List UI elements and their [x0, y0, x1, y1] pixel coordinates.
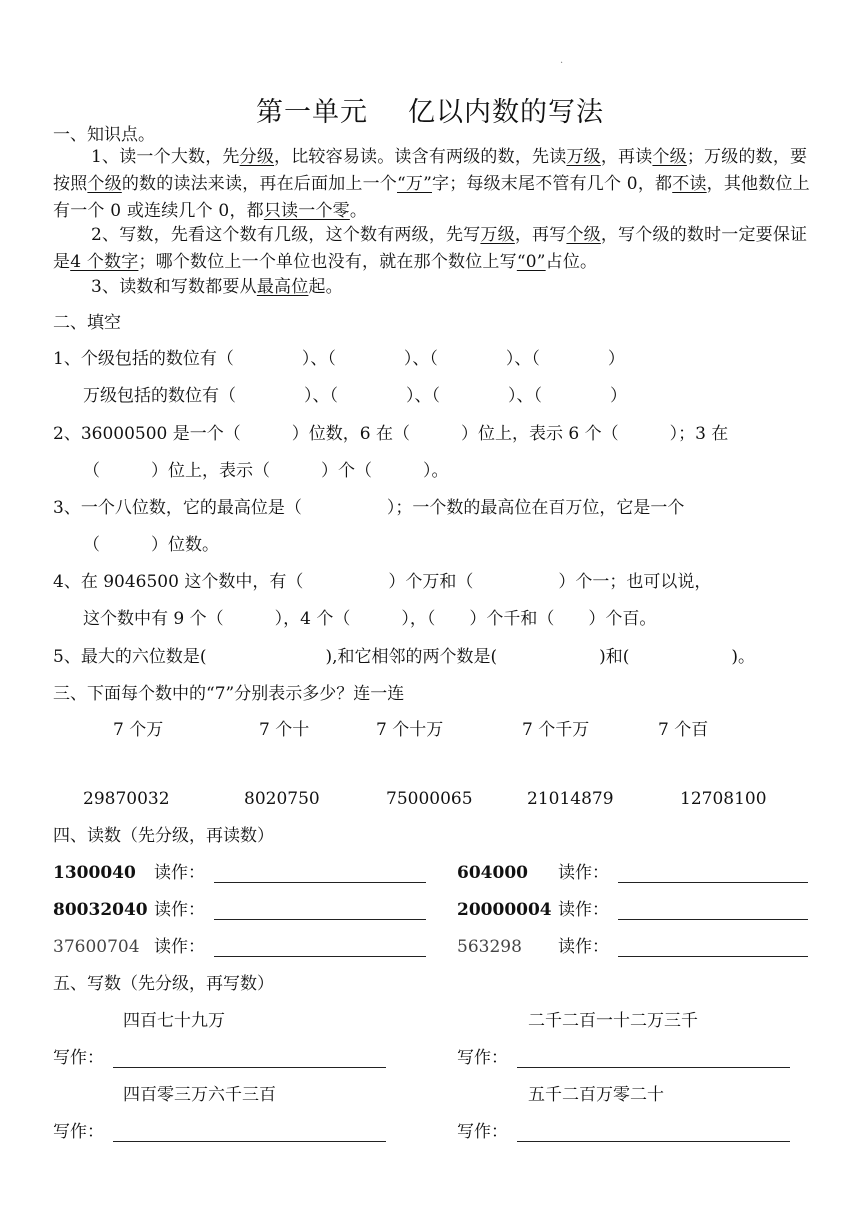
match-top-1: 7 个万	[113, 720, 164, 740]
match-bottom-3: 75000065	[386, 789, 473, 809]
write-prompt: 五千二百万零二十	[528, 1085, 664, 1105]
answer-line[interactable]	[517, 1125, 790, 1142]
read-label: 读作：	[558, 937, 609, 957]
text-run: 2、写数，先看这个数有几级，这个数有两级，先写	[91, 225, 481, 245]
match-top-3: 7 个十万	[376, 720, 444, 740]
underlined-term: 分级	[239, 147, 275, 167]
text-run: 1、读一个大数，先	[91, 147, 240, 167]
answer-line[interactable]	[618, 940, 808, 957]
read-number: 563298	[457, 937, 522, 957]
text-run: 的数的读法来读，再在后面加上一个	[121, 174, 398, 194]
underlined-term: 万级	[480, 225, 515, 245]
read-label: 读作：	[558, 900, 609, 920]
section3-heading: 三、下面每个数中的“7”分别表示多少？连一连	[53, 684, 405, 704]
answer-line[interactable]	[618, 866, 808, 883]
match-bottom-2: 8020750	[244, 789, 320, 809]
read-label: 读作：	[558, 863, 609, 883]
read-number: 37600704	[53, 937, 140, 957]
match-top-4: 7 个千万	[522, 720, 590, 740]
text-run: ，其他数位上有一个 0 或连续几个 0，都	[53, 174, 810, 221]
match-bottom-1: 29870032	[83, 789, 170, 809]
write-label: 写作：	[53, 1048, 104, 1068]
section4-heading: 四、读数（先分级，再读数）	[53, 826, 274, 846]
match-bottom-4: 21014879	[527, 789, 614, 809]
knowledge-point-2	[53, 222, 813, 276]
match-top-5: 7 个百	[658, 720, 709, 740]
underlined-term: “0”	[516, 252, 546, 272]
fill-q4b: 这个数中有 9 个（ ），4 个（ ），（ ）个千和（ ）个百。	[83, 609, 657, 629]
read-label: 读作：	[154, 937, 205, 957]
read-number: 80032040	[53, 900, 148, 920]
write-label: 写作：	[53, 1122, 104, 1142]
knowledge-point-1	[53, 144, 813, 225]
answer-line[interactable]	[618, 903, 808, 920]
answer-line[interactable]	[214, 866, 426, 883]
underlined-term: 个级	[87, 174, 122, 194]
answer-line[interactable]	[113, 1051, 386, 1068]
write-label: 写作：	[457, 1122, 508, 1142]
fill-q4a: 4、在 9046500 这个数中，有（ ）个万和（ ）个一；也可以说，	[53, 572, 712, 592]
fill-q3b: （ ）位数。	[83, 535, 219, 555]
fill-q5: 5、最大的六位数是( ),和它相邻的两个数是( )和( )。	[53, 647, 756, 667]
underlined-term: 4 个数字	[70, 252, 139, 272]
read-label: 读作：	[154, 863, 205, 883]
answer-line[interactable]	[214, 940, 426, 957]
fill-q1b: 万级包括的数位有（ ）、（ ）、（ ）、（ ）	[83, 386, 627, 406]
text-run: 。	[349, 201, 368, 221]
answer-line[interactable]	[214, 903, 426, 920]
underlined-term: 个级	[652, 147, 687, 167]
text-run: ；哪个数位上一个单位也没有，就在那个数位上写	[138, 252, 517, 272]
underlined-term: 只读一个零	[263, 201, 350, 221]
section5-heading: 五、写数（先分级，再写数）	[53, 974, 274, 994]
fill-q1a: 1、个级包括的数位有（ ）、（ ）、（ ）、（ ）	[53, 349, 625, 369]
underlined-term: 个级	[566, 225, 601, 245]
section2-heading: 二、填空	[53, 313, 121, 333]
match-bottom-5: 12708100	[680, 789, 767, 809]
underlined-term: 万级	[566, 147, 601, 167]
text-run: 3、读数和写数都要从	[91, 277, 257, 297]
section1-heading: 一、知识点。	[53, 125, 155, 145]
underlined-term: 不读	[672, 174, 707, 194]
text-run: 字；每级末尾不管有几个 0，都	[432, 174, 673, 194]
read-number: 20000004	[457, 900, 552, 920]
write-prompt: 二千二百一十二万三千	[528, 1011, 698, 1031]
text-run: 起。	[308, 277, 343, 297]
fill-q2a: 2、36000500 是一个（ ）位数，6 在（ ）位上，表示 6 个（ ）；3 在	[53, 424, 729, 444]
write-label: 写作：	[457, 1048, 508, 1068]
title-unit: 第一单元	[256, 97, 368, 128]
fill-q3a: 3、一个八位数，它的最高位是（ ）；一个数的最高位在百万位，它是一个	[53, 498, 685, 518]
text-run: ；万级的数，要按照	[53, 147, 808, 194]
text-run: ，再写	[514, 225, 567, 245]
text-run: ，比较容易读。读含有两级的数，先读	[274, 147, 567, 167]
title-topic: 亿以内数的写法	[408, 97, 604, 128]
answer-line[interactable]	[517, 1051, 790, 1068]
read-number: 1300040	[53, 863, 136, 883]
knowledge-point-3	[53, 274, 813, 301]
match-top-2: 7 个十	[259, 720, 310, 740]
underlined-term: 最高位	[256, 277, 309, 297]
read-number: 604000	[457, 863, 528, 883]
read-label: 读作：	[154, 900, 205, 920]
underlined-term: “万”	[397, 174, 432, 194]
header-dot: ·	[560, 58, 564, 69]
fill-q2b: （ ）位上，表示（ ）个（ ）。	[83, 461, 449, 481]
answer-line[interactable]	[113, 1125, 386, 1142]
text-run: ，再读	[600, 147, 653, 167]
write-prompt: 四百七十九万	[123, 1011, 225, 1031]
text-run: ，写个级的数时一定要保证是	[53, 225, 808, 272]
write-prompt: 四百零三万六千三百	[123, 1085, 276, 1105]
text-run: 占位。	[545, 252, 598, 272]
